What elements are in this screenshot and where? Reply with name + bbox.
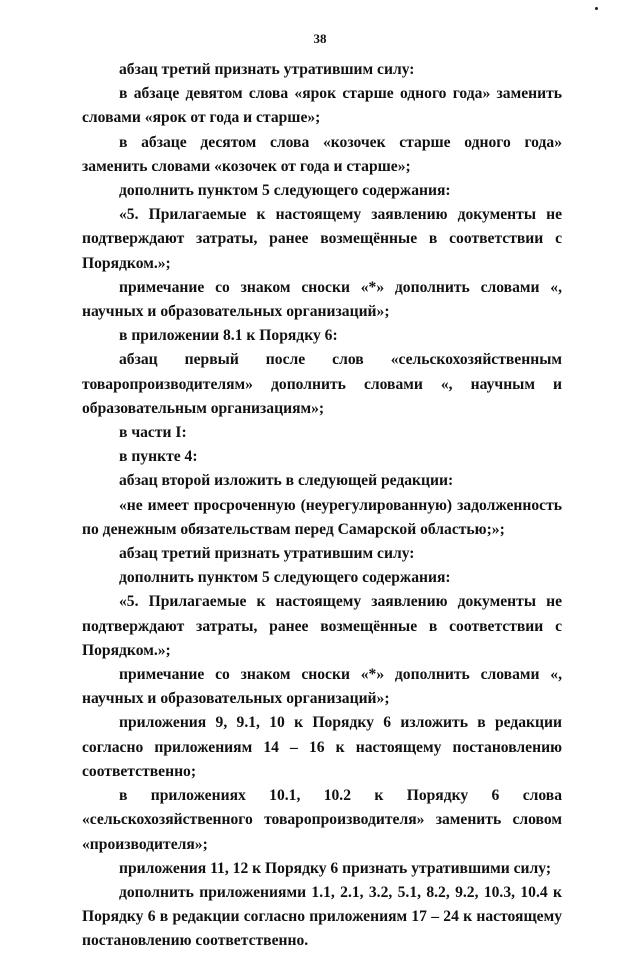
paragraph: в приложениях 10.1, 10.2 к Порядку 6 слова «сельскохозяйственного товаропроизводителя» заменить словом «производителя»; [82,787,562,853]
paragraph: абзац третий признать утратившим силу: [119,61,415,78]
paragraph: в абзаце девятом слова «ярок старше одного года» заменить словами «ярок от года и старше»; [82,85,562,127]
paragraph: примечание со знаком сноски «*» дополнить словами «, научных и образовательных организаций»; [82,278,562,321]
paragraph: «не имеет просроченную (неурегулированную) задолженность по денежным обязательствам перед Самарской областью;»; [82,496,562,538]
paragraph: «5. Прилагаемые к настоящему заявлению документы не подтверждают затраты, ранее возмещённые в соответствии с Порядком.»; [82,593,562,659]
paragraph: приложения 11, 12 к Порядку 6 признать утратившими силу; [119,859,552,877]
paragraph: дополнить пунктом 5 следующего содержания: [119,182,451,200]
paragraph: дополнить пунктом 5 следующего содержания: [119,569,451,587]
paragraph: примечание со знаком сноски «*» дополнить словами «, научных и образовательных организаций»; [82,666,562,708]
paragraph: в пункте 4: [119,448,198,466]
paragraph: в приложении 8.1 к Порядку 6: [119,327,338,345]
paragraph: дополнить приложениями 1.1, 2.1, 3.2, 5.1, 8.2, 9.2, 10.3, 10.4 к Порядку 6 в редакции согласно приложениям 17 – 24 к настоящему постановлению соответственно. [82,883,562,950]
document-body [82,58,562,954]
page-number: 38 [313,31,327,46]
paragraph: абзац первый после слов «сельскохозяйственным товаропроизводителям» дополнить словами «, научным и образовательным организациям»; [82,351,562,417]
paragraph: абзац второй изложить в следующей редакции: [119,472,454,490]
paragraph: абзац третий признать утратившим силу: [119,545,415,563]
paragraph: в абзаце десятом слова «козочек старше одного года» заменить словами «козочек от года и старше»; [82,133,562,175]
paragraph: в части I: [119,424,187,442]
paragraph: приложения 9, 9.1, 10 к Порядку 6 изложить в редакции согласно приложениям 14 – 16 к настоящему постановлению соответственно; [82,714,562,780]
paragraph: «5. Прилагаемые к настоящему заявлению документы не подтверждают затраты, ранее возмещённые в соответствии с Порядком.»; [82,206,562,272]
scan-dot-mark [595,7,598,10]
